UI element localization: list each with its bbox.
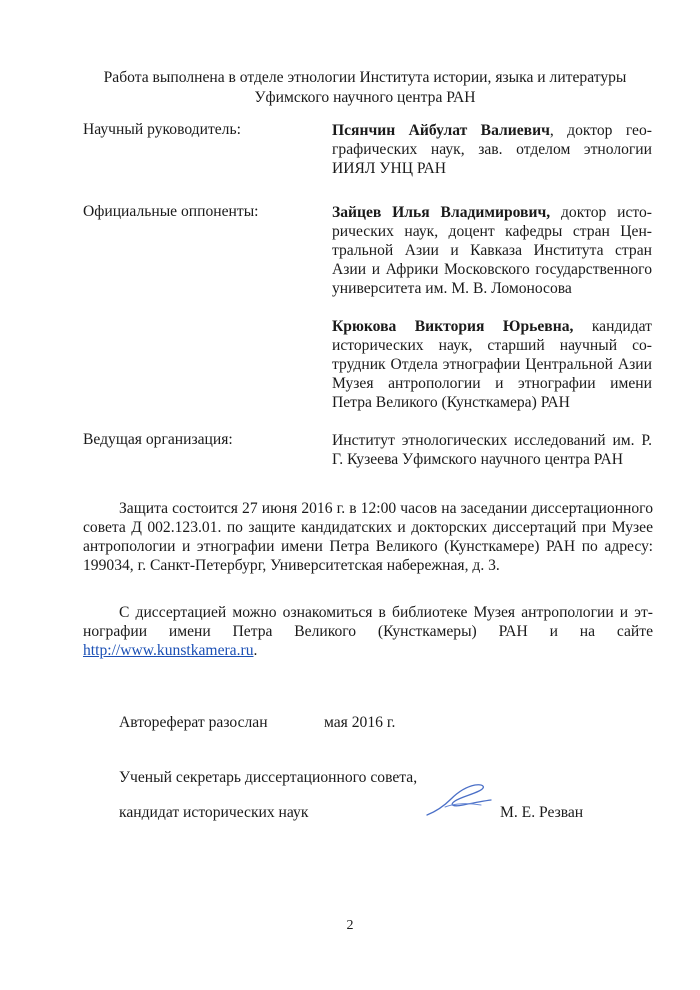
supervisor-label: Научный руководитель: [83, 121, 241, 138]
library-text: С диссертацией можно ознакомиться в библиотеке Музея антропологии и этнографии имени Петра Великого (Кунсткамеры) РАН и на сайте [83, 604, 653, 640]
supervisor-details: , доктор географических наук, зав. отделом этнологии ИИЯЛ УНЦ РАН [332, 122, 652, 177]
opponent-entry-1 [332, 203, 652, 298]
secretary-title: Ученый секретарь диссертационного совета, [119, 769, 418, 786]
leading-org-label: Ведущая организация: [83, 431, 233, 448]
page-number: 2 [346, 918, 354, 933]
opponent-details-1: доктор исторических наук, доцент кафедры стран Центральной Азии и Кавказа Института стран Азии и Африки Московского государственного университета им. М. В. Ломоносова [332, 204, 652, 297]
library-paragraph [83, 603, 653, 660]
sent-label: Автореферат разослан [119, 714, 268, 731]
secretary-name: М. Е. Резван [500, 804, 584, 821]
website-link[interactable]: http://www.kunstkamera.ru [83, 642, 254, 659]
secretary-degree: кандидат исторических наук [119, 804, 309, 821]
header-line-2: Уфимского научного центра РАН [254, 89, 476, 106]
opponent-name-1: Зайцев Илья Владимирович, [332, 204, 551, 221]
leading-org-entry: Институт этнологических исследований им. Р. Г. Кузеева Уфимского научного центра РАН [332, 432, 652, 468]
opponent-name-2: Крюкова Виктория Юрьевна, [332, 318, 574, 335]
opponents-label: Официальные оппоненты: [83, 203, 259, 220]
defense-paragraph: Защита состоится 27 июня 2016 г. в 12:00 часов на заседании диссертационного совета Д 002.123.01. по защите кандидатских и докторских диссертаций при Музее антропологии и этнографии имени Петра Великого (Кунсткамере) РАН по адресу: 199034, г. Санкт-Петербург, Университетская набережная, д. 3. [83, 500, 653, 574]
sent-date: мая 2016 г. [324, 714, 396, 731]
header-line-1: Работа выполнена в отделе этнологии Института истории, языка и литературы [103, 69, 627, 86]
supervisor-entry [332, 121, 652, 178]
supervisor-name: Псянчин Айбулат Валиевич [332, 122, 550, 139]
signature-image [425, 781, 495, 819]
opponent-entry-2 [332, 317, 652, 412]
header [80, 68, 650, 108]
library-after: . [253, 642, 258, 659]
opponent-details-2: кандидат исторических наук, старший научный сотрудник Отдела этнографии Центральной Азии Музея антропологии и этнографии имени Петра Великого (Кунсткамера) РАН [332, 318, 652, 411]
